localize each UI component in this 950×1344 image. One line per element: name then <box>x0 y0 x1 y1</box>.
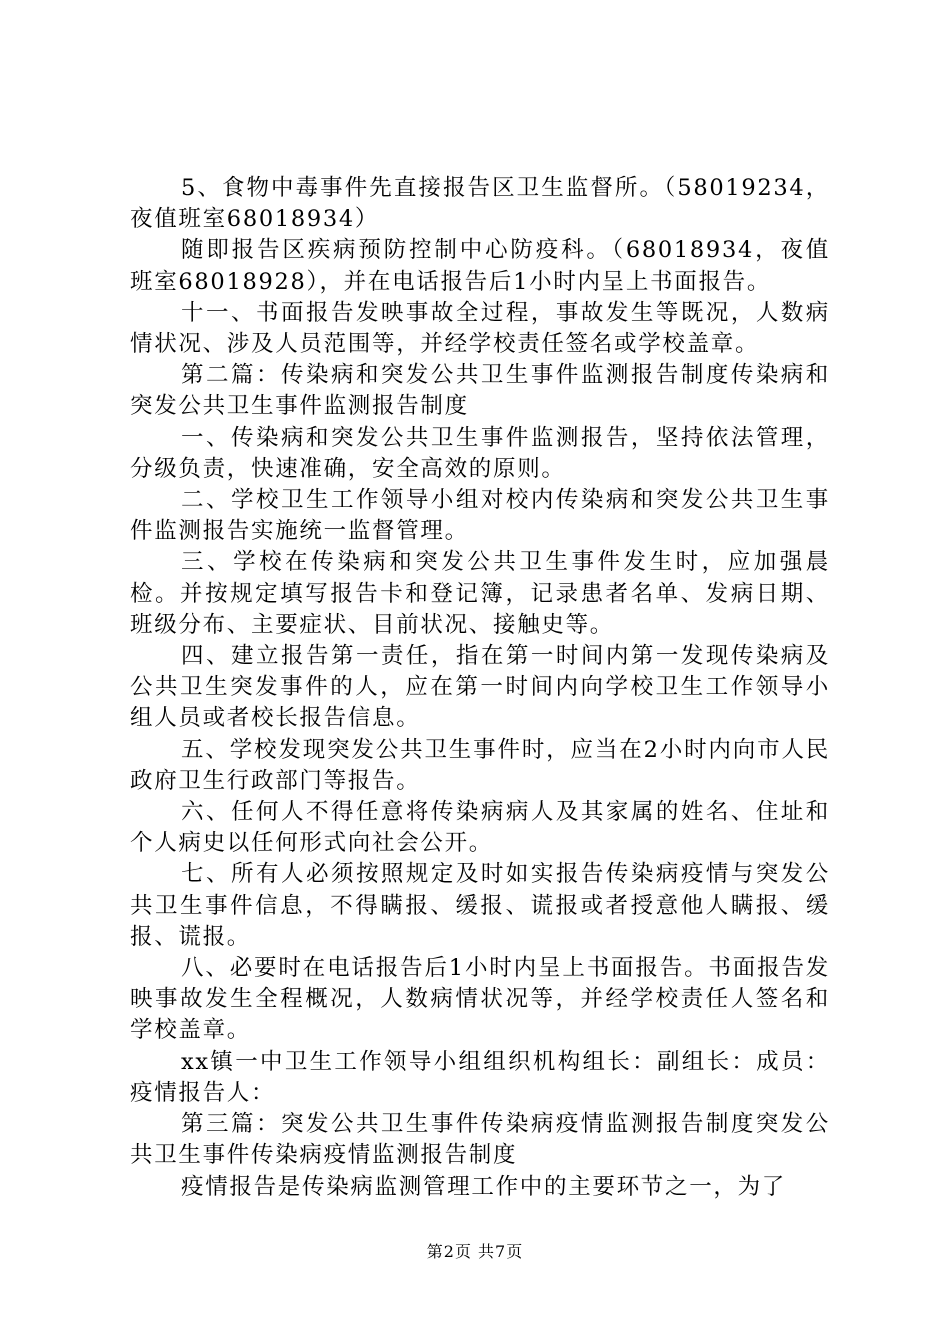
document-body <box>130 173 830 1203</box>
paragraph-rule-six: 六、任何人不得任意将传染病病人及其家属的姓名、住址和个人病史以任何形式向社会公开。 <box>130 799 830 857</box>
paragraph-rule-three: 三、学校在传染病和突发公共卫生事件发生时，应加强晨检。并按规定填写报告卡和登记簿，记录患者名单、发病日期、班级分布、主要症状、目前状况、接触史等。 <box>130 549 830 638</box>
paragraph-epidemic-report-intro: 疫情报告是传染病监测管理工作中的主要环节之一，为了 <box>181 1173 787 1200</box>
paragraph-rule-two: 二、学校卫生工作领导小组对校内传染病和突发公共卫生事件监测报告实施统一监督管理。 <box>130 487 830 545</box>
paragraph-food-poisoning-report: 5、食物中毒事件先直接报告区卫生监督所。（58019234，夜值班室68018934） <box>130 175 830 233</box>
paragraph-rule-four: 四、建立报告第一责任，指在第一时间内第一发现传染病及公共卫生突发事件的人，应在第一时间内向学校卫生工作领导小组人员或者校长报告信息。 <box>130 643 830 732</box>
paragraph-organization: xx镇一中卫生工作领导小组组织机构组长：副组长：成员：疫情报告人： <box>130 1048 830 1106</box>
section-heading-part-three: 第三篇：突发公共卫生事件传染病疫情监测报告制度突发公共卫生事件传染病疫情监测报告制度 <box>130 1111 830 1169</box>
paragraph-rule-seven: 七、所有人必须按照规定及时如实报告传染病疫情与突发公共卫生事件信息，不得瞒报、缓报、谎报或者授意他人瞒报、缓报、谎报。 <box>130 861 830 950</box>
paragraph-cdc-report: 随即报告区疾病预防控制中心防疫科。（68018934，夜值班室68018928），并在电话报告后1小时内呈上书面报告。 <box>130 237 830 295</box>
paragraph-rule-five: 五、学校发现突发公共卫生事件时，应当在2小时内向市人民政府卫生行政部门等报告。 <box>130 736 830 794</box>
paragraph-eleven-written-report: 十一、书面报告发映事故全过程，事故发生等既况，人数病情状况、涉及人员范围等，并经学校责任签名或学校盖章。 <box>130 299 830 358</box>
paragraph-rule-one: 一、传染病和突发公共卫生事件监测报告，坚持依法管理，分级负责，快速准确，安全高效的原则。 <box>130 424 830 482</box>
page-number-footer: 第2页 共7页 <box>426 1242 524 1261</box>
section-heading-part-two: 第二篇：传染病和突发公共卫生事件监测报告制度传染病和突发公共卫生事件监测报告制度 <box>130 362 830 420</box>
paragraph-rule-eight: 八、必要时在电话报告后1小时内呈上书面报告。书面报告发映事故发生全程概况，人数病情状况等，并经学校责任人签名和学校盖章。 <box>130 955 830 1044</box>
